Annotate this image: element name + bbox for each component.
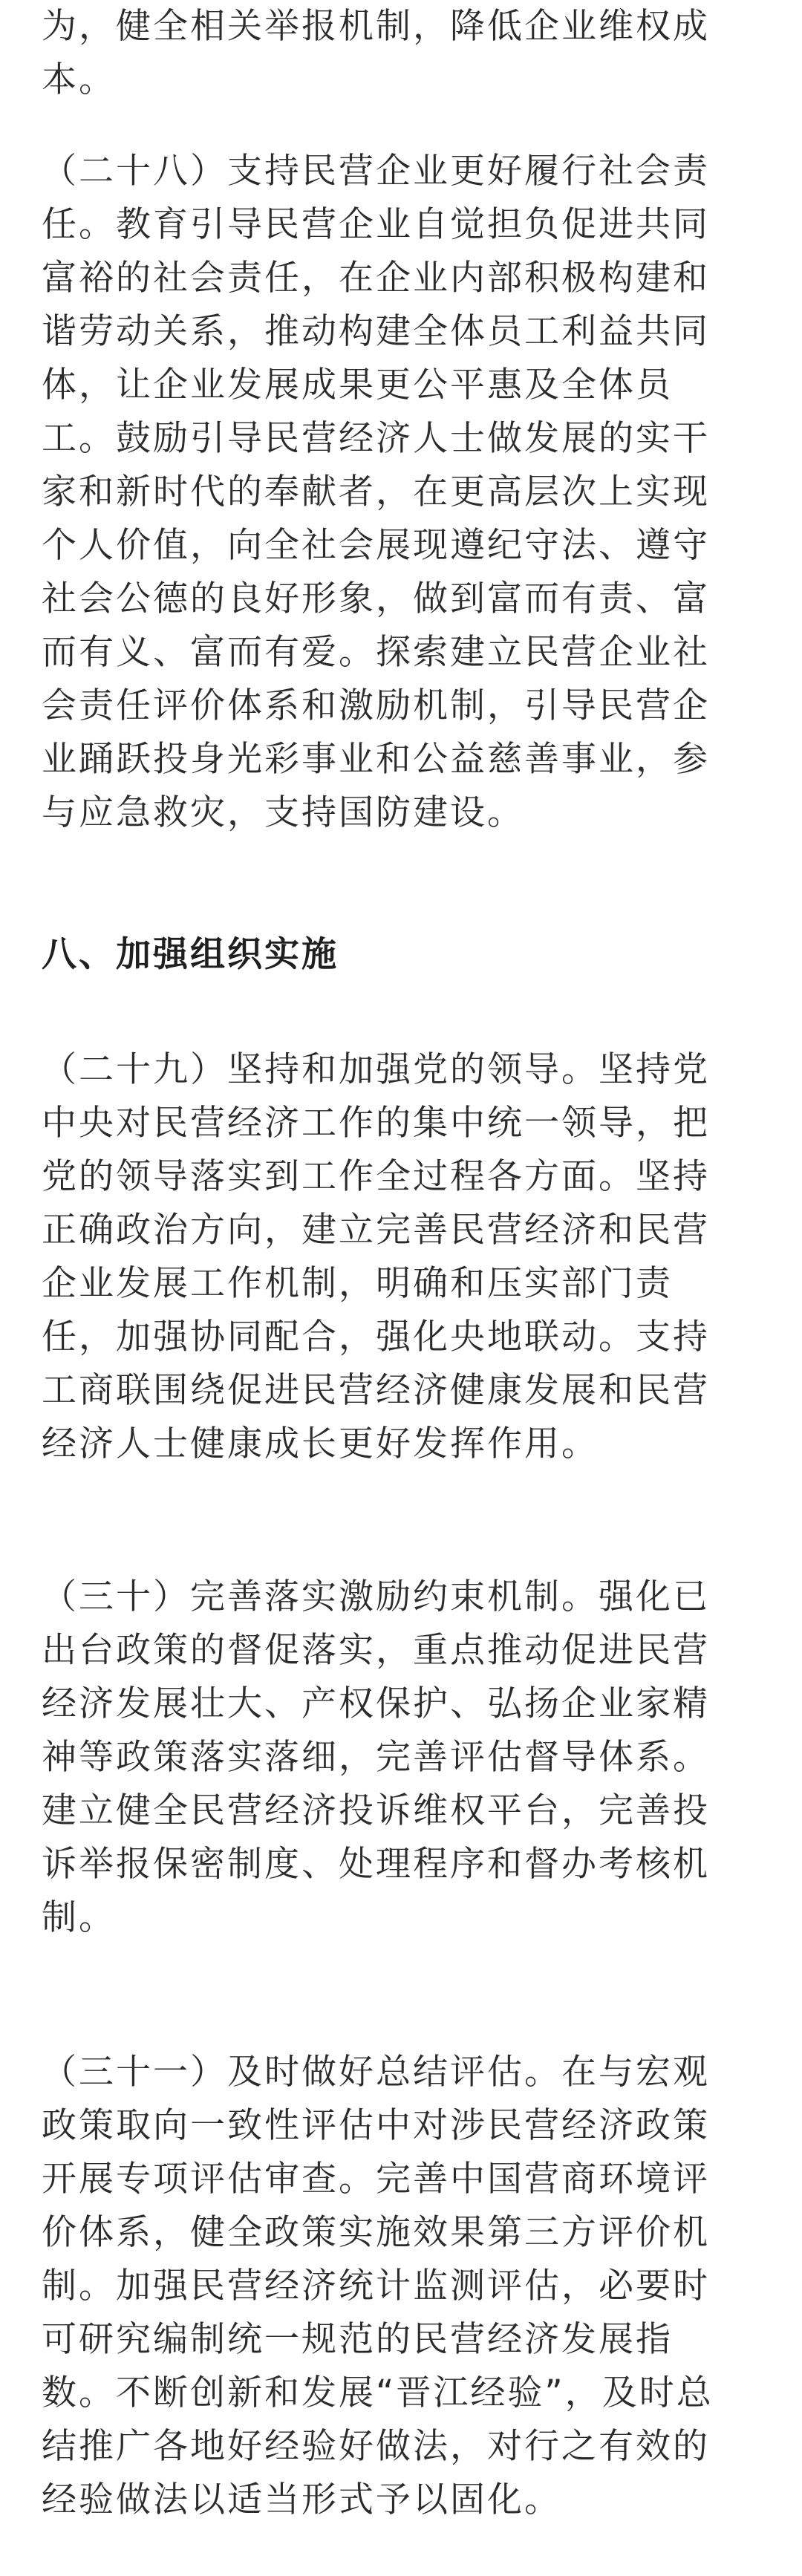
paragraph-31 [42,2046,760,2527]
paragraph-30-text [42,1571,760,1945]
text-line: 可研究编制统一规范的民营经济发展指 [42,2319,673,2360]
section-title: 八、加强组织实施 [42,934,339,975]
text-line: 工。鼓励引导民营经济人士做发展的实干 [42,418,710,459]
text-line: 业踊跃投身光彩事业和公益慈善事业，参 [42,739,710,780]
text-line: 而有义、富而有爱。探索建立民营企业社 [42,632,710,673]
text-line: （三十一）及时做好总结评估。在与宏观 [42,2052,710,2093]
text-line: 会责任评价体系和激励机制，引导民营企 [42,685,710,726]
text-line: 正确政治方向，建立完善民营经济和民营 [42,1210,710,1250]
text-line: 企业发展工作机制，明确和压实部门责 [42,1263,673,1304]
text-line: 中央对民营经济工作的集中统一领导，把 [42,1103,710,1144]
text-line: 工商联围绕促进民营经济健康发展和民营 [42,1370,710,1411]
paragraph-top [42,0,760,107]
text-line: 开展专项评估审查。完善中国营商环境评 [42,2159,710,2200]
text-line: （三十）完善落实激励约束机制。强化已 [42,1576,710,1617]
paragraph-31-text [42,2046,760,2527]
text-line: 本。 [42,59,116,100]
paragraph-29 [42,1043,760,1471]
text-line: （二十八）支持民营企业更好履行社会责 [42,151,710,192]
text-line: 经济人士健康成长更好发挥作用。 [42,1424,599,1464]
text-line: 谐劳动关系，推动构建全体员工利益共同 [42,311,710,352]
text-line: 数。不断创新和发展“晋江经验”，及时总 [42,2373,714,2413]
paragraph-28 [42,145,760,840]
text-line: 建立健全民营经济投诉维权平台，完善投 [42,1790,710,1831]
text-line: 出台政策的督促落实，重点推动促进民营 [42,1630,710,1671]
text-line: 神等政策落实落细，完善评估督导体系。 [42,1737,710,1778]
text-line: 价体系，健全政策实施效果第三方评价机 [42,2212,710,2253]
paragraph-30 [42,1571,760,1945]
text-line: 制。 [42,1897,116,1938]
text-line: 结推广各地好经验好做法，对行之有效的 [42,2426,710,2467]
text-line: 为，健全相关举报机制，降低企业维权成 [42,6,710,47]
text-line: 个人价值，向全社会展现遵纪守法、遵守 [42,525,710,566]
text-line: 制。加强民营经济统计监测评估，必要时 [42,2266,710,2306]
section-heading-8 [42,928,760,982]
text-line: 经验做法以适当形式予以固化。 [42,2479,561,2520]
text-line: 任，加强协同配合，强化央地联动。支持 [42,1317,710,1357]
text-line: 富裕的社会责任，在企业内部积极构建和 [42,258,710,299]
text-line: 政策取向一致性评估中对涉民营经济政策 [42,2105,710,2146]
text-line: 经济发展壮大、产权保护、弘扬企业家精 [42,1683,710,1724]
text-line: （二十九）坚持和加强党的领导。坚持党 [42,1049,710,1090]
text-line: 党的领导落实到工作全过程各方面。坚持 [42,1156,710,1197]
paragraph-top-text [42,0,760,107]
text-line: 家和新时代的奉献者，在更高层次上实现 [42,472,710,512]
text-line: 体，让企业发展成果更公平惠及全体员 [42,365,673,405]
text-line: 与应急救灾，支持国防建设。 [42,792,524,833]
paragraph-29-text [42,1043,760,1471]
text-line: 诉举报保密制度、处理程序和督办考核机 [42,1844,710,1885]
text-line: 社会公德的良好形象，做到富而有责、富 [42,578,710,619]
text-line: 任。教育引导民营企业自觉担负促进共同 [42,204,710,245]
paragraph-28-text [42,145,760,840]
